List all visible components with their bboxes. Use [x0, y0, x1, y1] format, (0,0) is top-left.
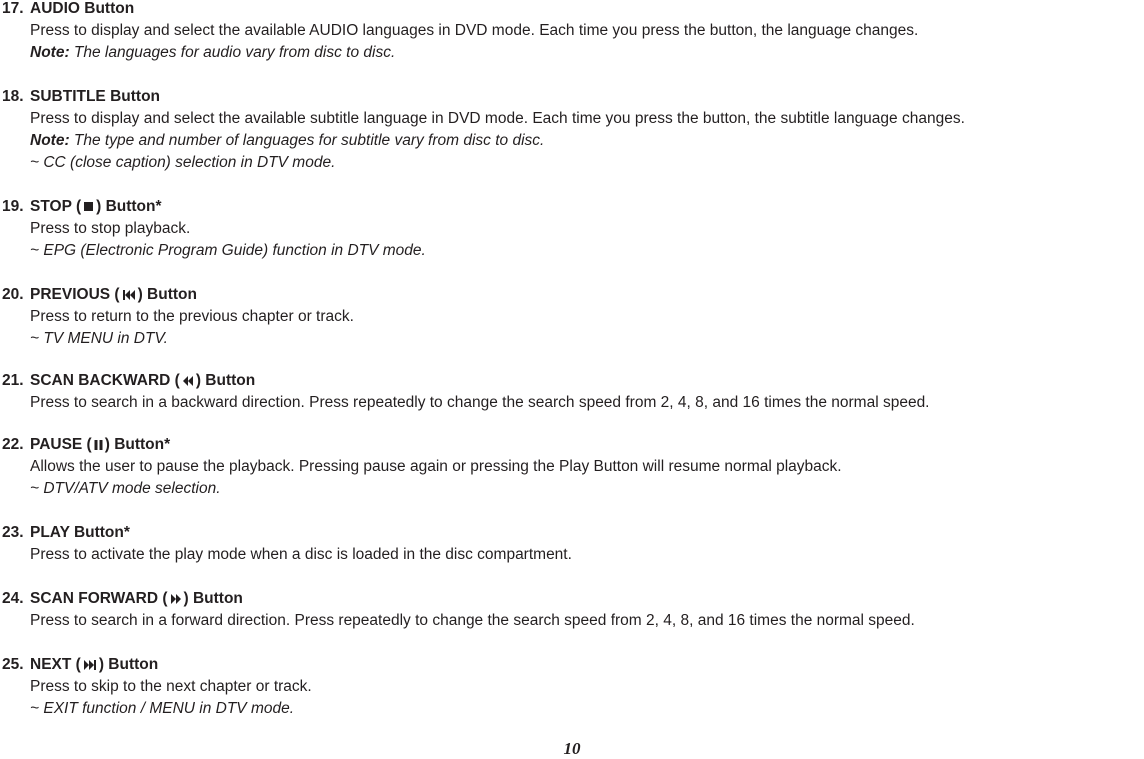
item-24-scan-forward-button: [0, 588, 1144, 632]
item-title-suffix: ) Button: [137, 286, 197, 303]
item-title-prefix: SCAN BACKWARD (: [30, 372, 180, 389]
item-title-prefix: STOP (: [30, 198, 82, 215]
item-description: Press to search in a forward direction. Press repeatedly to change the search speed from 2, 4, 8, and 16 times the normal speed.: [30, 612, 915, 629]
stop-icon: [83, 201, 94, 212]
item-description: Press to skip to the next chapter or track.: [30, 678, 312, 695]
item-description: Press to activate the play mode when a disc is loaded in the disc compartment.: [30, 546, 572, 563]
item-title-prefix: PAUSE (: [30, 436, 92, 453]
item-title: [30, 588, 243, 610]
item-description: Press to display and select the available AUDIO languages in DVD mode. Each time you press the button, the language changes.: [30, 22, 919, 39]
item-title: PLAY Button*: [30, 524, 130, 541]
item-description: Press to search in a backward direction. Press repeatedly to change the search speed from 2, 4, 8, and 16 times the normal speed.: [30, 394, 930, 411]
item-title: AUDIO Button: [30, 0, 135, 17]
item-number: 20.: [2, 286, 24, 303]
item-title-prefix: PREVIOUS (: [30, 286, 120, 303]
item-heading: [0, 370, 1144, 392]
item-title-suffix: ) Button: [195, 372, 256, 389]
item-heading: [0, 434, 1144, 456]
item-20-previous-button: [0, 284, 1144, 350]
previous-icon: [122, 289, 136, 301]
note-text: The languages for audio vary from disc to disc.: [69, 44, 396, 61]
item-heading: [0, 284, 1144, 306]
item-note: [0, 130, 1144, 152]
item-title-suffix: ) Button*: [96, 198, 162, 215]
item-number: 19.: [2, 198, 24, 215]
item-title: [30, 434, 170, 456]
item-21-scan-backward-button: [0, 370, 1144, 414]
item-dtv-note: ~ CC (close caption) selection in DTV mode.: [30, 154, 336, 171]
next-icon: [83, 659, 97, 671]
item-heading: [0, 0, 1144, 20]
item-title: [30, 196, 162, 218]
item-18-subtitle-button: [0, 86, 1144, 174]
item-number: 22.: [2, 436, 24, 453]
note-label: Note:: [30, 44, 70, 61]
item-25-next-button: [0, 654, 1144, 720]
note-text: The type and number of languages for subtitle vary from disc to disc.: [69, 132, 545, 149]
item-heading: [0, 196, 1144, 218]
item-title: SUBTITLE Button: [30, 88, 161, 105]
item-title-suffix: ) Button: [98, 656, 159, 673]
item-description: Press to display and select the available subtitle language in DVD mode. Each time you press the button, the subtitle language changes.: [30, 110, 965, 127]
item-22-pause-button: [0, 434, 1144, 500]
note-label: Note:: [30, 132, 70, 149]
item-description: Press to stop playback.: [30, 220, 191, 237]
item-dtv-note: ~ DTV/ATV mode selection.: [30, 480, 221, 497]
item-heading: [0, 86, 1144, 108]
item-number: 17.: [2, 0, 24, 17]
page-number: 10: [563, 739, 581, 758]
item-description: Allows the user to pause the playback. Pressing pause again or pressing the Play Button will resume normal playback.: [30, 458, 842, 475]
item-title: [30, 654, 158, 676]
scan-backward-icon: [182, 375, 194, 387]
scan-forward-icon: [170, 593, 182, 605]
item-title-prefix: NEXT (: [30, 656, 81, 673]
item-note: [0, 42, 1144, 64]
item-dtv-note: ~ EPG (Electronic Program Guide) function in DTV mode.: [30, 242, 426, 259]
item-heading: [0, 588, 1144, 610]
item-heading: [0, 522, 1144, 544]
item-19-stop-button: [0, 196, 1144, 262]
item-23-play-button: [0, 522, 1144, 566]
item-heading: [0, 654, 1144, 676]
item-number: 23.: [2, 524, 24, 541]
item-title-suffix: ) Button*: [104, 436, 171, 453]
item-17-audio-button: [0, 0, 1144, 64]
item-number: 18.: [2, 88, 24, 105]
item-description: Press to return to the previous chapter or track.: [30, 308, 354, 325]
item-number: 24.: [2, 590, 24, 607]
item-dtv-note: ~ EXIT function / MENU in DTV mode.: [30, 700, 295, 717]
item-title: [30, 284, 197, 306]
item-title-suffix: ) Button: [183, 590, 243, 607]
item-number: 21.: [2, 372, 24, 389]
pause-icon: [94, 439, 103, 451]
item-number: 25.: [2, 656, 24, 673]
item-dtv-note: ~ TV MENU in DTV.: [30, 330, 168, 347]
item-title: [30, 370, 255, 392]
item-title-prefix: SCAN FORWARD (: [30, 590, 168, 607]
